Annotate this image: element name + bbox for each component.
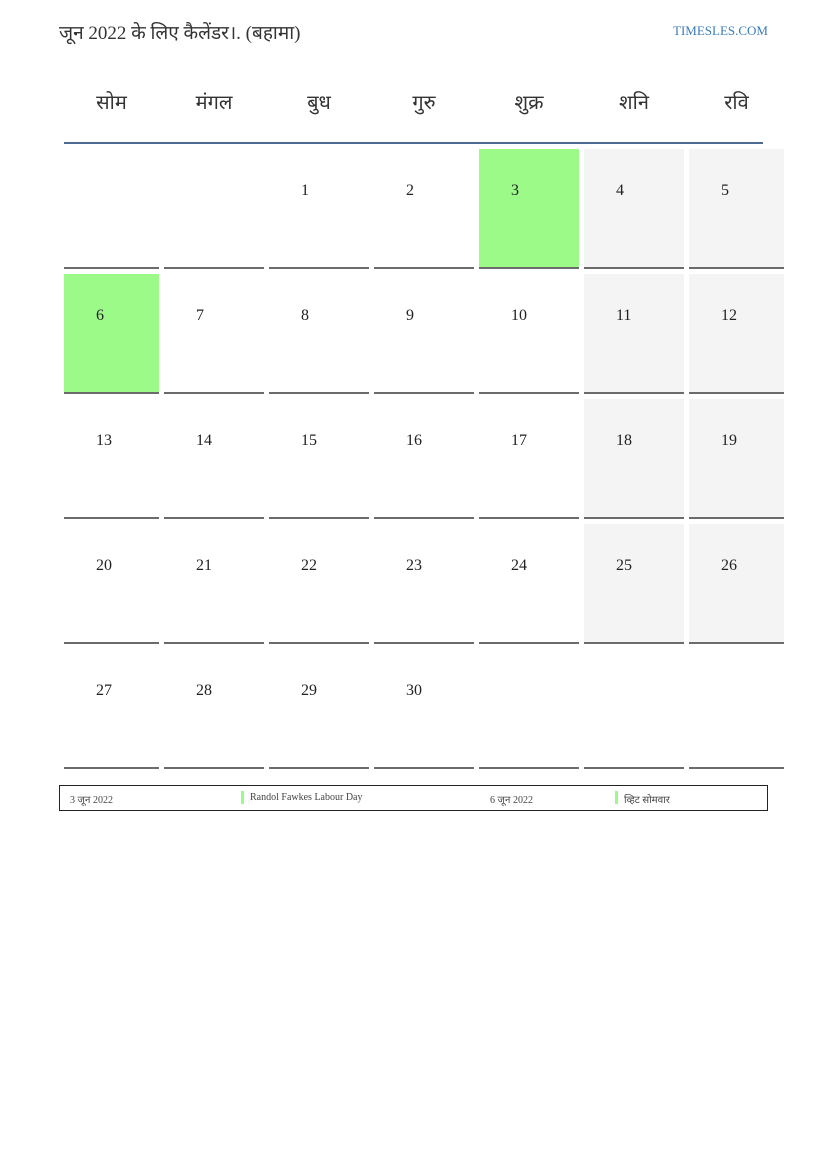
- day-number: 29: [301, 682, 317, 699]
- day-cell: [374, 274, 474, 394]
- day-cell: [164, 524, 264, 644]
- day-number: 30: [406, 682, 422, 699]
- holiday-color-swatch: [241, 791, 244, 804]
- day-number: 6: [96, 307, 104, 324]
- day-cell: [479, 399, 579, 519]
- day-number: 20: [96, 557, 112, 574]
- day-number: 18: [616, 432, 632, 449]
- day-number: 9: [406, 307, 414, 324]
- day-cell: [164, 399, 264, 519]
- day-cell: [164, 274, 264, 394]
- day-cell: [689, 649, 784, 769]
- day-cell: [164, 149, 264, 269]
- legend-date: 6 जून 2022: [490, 795, 533, 806]
- day-number: 23: [406, 557, 422, 574]
- day-number: 4: [616, 182, 624, 199]
- day-cell: [64, 649, 159, 769]
- day-number: 19: [721, 432, 737, 449]
- day-cell: [584, 274, 684, 394]
- day-number: 7: [196, 307, 204, 324]
- site-link[interactable]: TIMESLES.COM: [673, 23, 768, 38]
- day-number: 16: [406, 432, 422, 449]
- day-number: 15: [301, 432, 317, 449]
- day-cell: [269, 274, 369, 394]
- day-number: 22: [301, 557, 317, 574]
- legend-date: 3 जून 2022: [70, 795, 113, 806]
- day-number: 5: [721, 182, 729, 199]
- calendar-grid: [64, 149, 763, 769]
- weekday-header: [64, 88, 763, 115]
- day-cell: [584, 649, 684, 769]
- weekday-label: शनि: [619, 92, 649, 114]
- day-number: 14: [196, 432, 212, 449]
- day-number: 26: [721, 557, 737, 574]
- day-number: 10: [511, 307, 527, 324]
- day-cell: [164, 649, 264, 769]
- day-number: 17: [511, 432, 527, 449]
- day-cell: [689, 149, 784, 269]
- day-cell: [584, 149, 684, 269]
- day-cell: [64, 274, 159, 394]
- day-number: 27: [96, 682, 112, 699]
- day-cell: [479, 524, 579, 644]
- day-number: 8: [301, 307, 309, 324]
- day-cell: [584, 399, 684, 519]
- day-cell: [584, 524, 684, 644]
- day-cell: [269, 149, 369, 269]
- day-cell: [64, 524, 159, 644]
- day-number: 3: [511, 182, 519, 199]
- weekday-label: रवि: [724, 92, 749, 114]
- day-cell: [479, 649, 579, 769]
- legend-holiday-name: व्हिट सोमवार: [624, 795, 670, 806]
- day-number: 2: [406, 182, 414, 199]
- weekday-label: शुक्र: [514, 92, 544, 114]
- day-number: 24: [511, 557, 527, 574]
- day-cell: [479, 149, 579, 269]
- weekday-label: मंगल: [195, 92, 233, 114]
- day-cell: [374, 399, 474, 519]
- day-number: 21: [196, 557, 212, 574]
- day-cell: [269, 399, 369, 519]
- day-number: 13: [96, 432, 112, 449]
- day-number: 28: [196, 682, 212, 699]
- day-cell: [689, 274, 784, 394]
- day-cell: [689, 524, 784, 644]
- day-cell: [269, 649, 369, 769]
- day-cell: [269, 524, 369, 644]
- day-number: 1: [301, 182, 309, 199]
- holiday-color-swatch: [615, 791, 618, 804]
- day-number: 25: [616, 557, 632, 574]
- weekday-label: गुरु: [412, 92, 436, 114]
- weekday-label: सोम: [96, 92, 127, 114]
- header-divider: [64, 142, 763, 144]
- legend-holiday-name: Randol Fawkes Labour Day: [250, 792, 363, 803]
- page-title: जून 2022 के लिए कैलेंडर।. (बहामा): [59, 23, 301, 44]
- day-cell: [374, 649, 474, 769]
- day-number: 12: [721, 307, 737, 324]
- day-cell: [64, 399, 159, 519]
- day-cell: [689, 399, 784, 519]
- day-cell: [64, 149, 159, 269]
- day-cell: [479, 274, 579, 394]
- day-number: 11: [616, 307, 632, 324]
- holiday-legend: [59, 785, 768, 811]
- day-cell: [374, 524, 474, 644]
- day-cell: [374, 149, 474, 269]
- weekday-label: बुध: [307, 92, 331, 114]
